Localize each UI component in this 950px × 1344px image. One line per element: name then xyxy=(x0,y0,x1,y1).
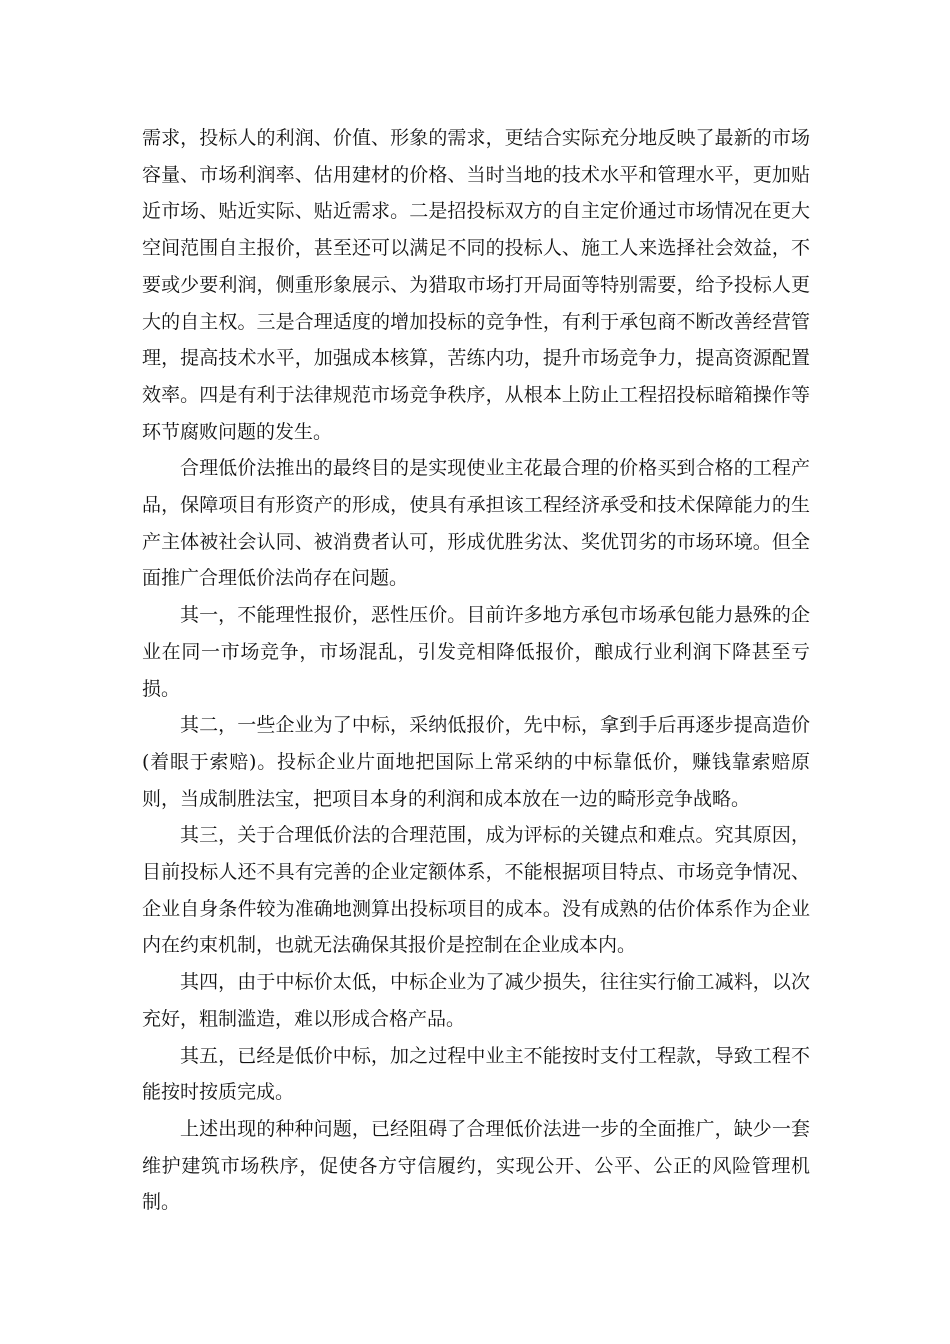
paragraph-problem-5: 其五，已经是低价中标，加之过程中业主不能按时支付工程款，导致工程不能按时按质完成。 xyxy=(142,1044,810,1104)
paragraph-problem-2: 其二，一些企业为了中标，采纳低报价，先中标，拿到手后再逐步提高造价(着眼于索赔)。投标企业片面地把国际上常采纳的中标靠低价，赚钱靠索赔原则，当成制胜法宝，把项目本身的利润和成本放在一边的畸形竞争战略。 xyxy=(142,714,810,810)
paragraph-problem-1: 其一，不能理性报价，恶性压价。目前许多地方承包市场承包能力悬殊的企业在同一市场竞争，市场混乱，引发竞相降低报价，酿成行业利润下降甚至亏损。 xyxy=(142,604,810,700)
document-body xyxy=(142,120,810,1221)
paragraph-conclusion: 上述出现的种种问题，已经阻碍了合理低价法进一步的全面推广，缺少一套维护建筑市场秩序，促使各方守信履约，实现公开、公平、公正的风险管理机制。 xyxy=(142,1117,810,1214)
paragraph-continuation: 需求，投标人的利润、价值、形象的需求，更结合实际充分地反映了最新的市场容量、市场利润率、估用建材的价格、当时当地的技术水平和管理水平，更加贴近市场、贴近实际、贴近需求。二是招投标双方的自主定价通过市场情况在更大空间范围自主报价，甚至还可以满足不同的投标人、施工人来选择社会效益，不要或少要利润，侧重形象展示、为猎取市场打开局面等特别需要，给予投标人更大的自主权。三是合理适度的增加投标的竞争性，有利于承包商不断改善经营管理，提高技术水平，加强成本核算，苦练内功，提升市场竞争力，提高资源配置效率。四是有利于法律规范市场竞争秩序，从根本上防止工程招投标暗箱操作等环节腐败问题的发生。 xyxy=(142,127,810,443)
paragraph-problem-4: 其四，由于中标价太低，中标企业为了减少损失，往往实行偷工减料，以次充好，粗制滥造，难以形成合格产品。 xyxy=(142,971,810,1030)
paragraph-problem-3: 其三，关于合理低价法的合理范围，成为评标的关键点和难点。究其原因，目前投标人还不具有完善的企业定额体系，不能根据项目特点、市场竞争情况、企业自身条件较为准确地测算出投标项目的成本。没有成熟的估价体系作为企业内在约束机制，也就无法确保其报价是控制在企业成本内。 xyxy=(142,824,810,957)
paragraph-lowest-price-goal: 合理低价法推出的最终目的是实现使业主花最合理的价格买到合格的工程产品，保障项目有形资产的形成，使具有承担该工程经济承受和技术保障能力的生产主体被社会认同、被消费者认可，形成优胜劣汰、奖优罚劣的市场环境。但全面推广合理低价法尚存在问题。 xyxy=(142,457,810,590)
